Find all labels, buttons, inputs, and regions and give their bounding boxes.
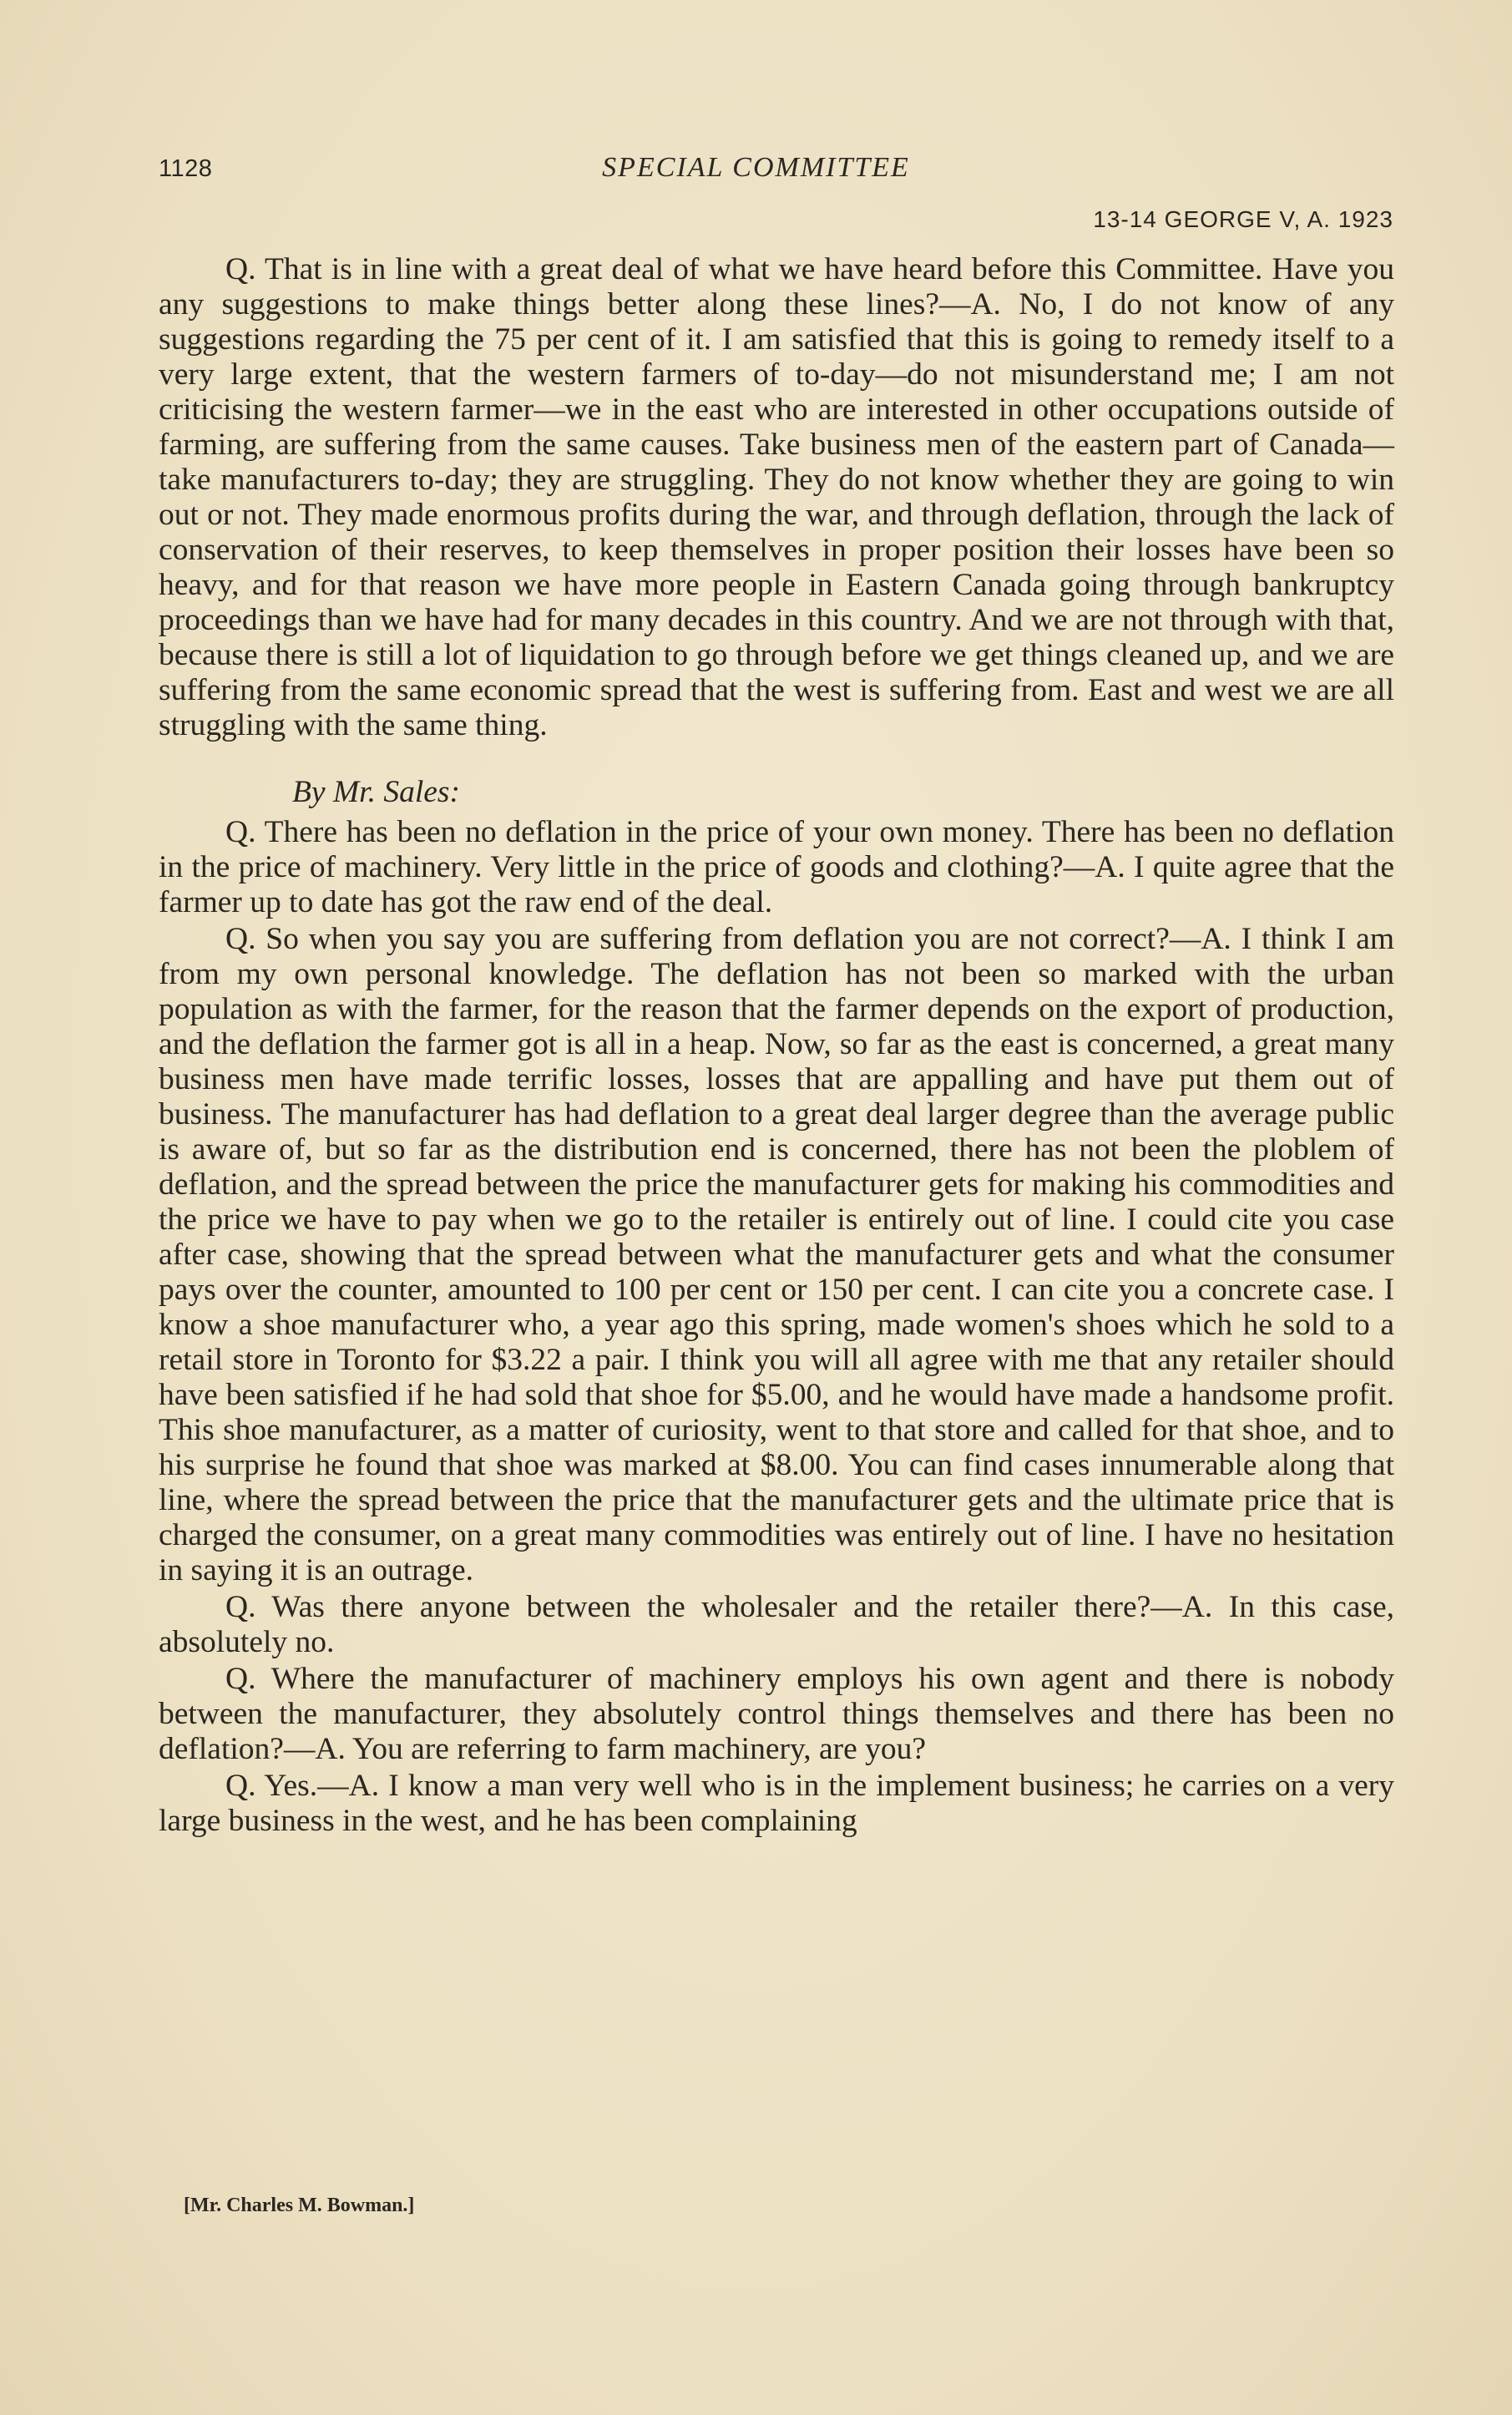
paragraph-testimony-4: Q. Was there anyone between the wholesaler and the retailer there?—A. In this case, absolutely no. <box>159 1590 1394 1659</box>
speaker-footer: [Mr. Charles M. Bowman.] <box>184 2195 415 2216</box>
paragraph-testimony-2: Q. There has been no deflation in the price of your own money. There has been no deflation in the price of machinery. Very little in the price of goods and clothing?—A. I quite agree that the farmer up to date has got the raw end of the deal. <box>159 815 1394 919</box>
running-head-title: SPECIAL COMMITTEE <box>602 152 910 183</box>
body-text <box>159 252 1394 1839</box>
page-number: 1128 <box>159 155 213 182</box>
examiner-heading: By Mr. Sales: <box>292 775 460 809</box>
paragraph-testimony-1: Q. That is in line with a great deal of what we have heard before this Committee. Have you any suggestions to make things better along these lines?—A. No, I do not know of any suggestions regarding the 75 per cent of it. I am satisfied that this is going to remedy itself to a very large extent, that the western farmers of to-day—do not misunderstand me; I am not criticising the western farmer—we in the east who are interested in other occupations outside of farming, are suffering from the same causes. Take business men of the eastern part of Canada—take manufacturers to-day; they are struggling. They do not know whether they are going to win out or not. They made enormous profits during the war, and through deflation, through the lack of conservation of their reserves, to keep themselves in proper position their losses have been so heavy, and for that reason we have more people in Eastern Canada going through bankruptcy proceedings than we have had for many decades in this country. And we are not through with that, because there is still a lot of liquidation to go through before we get things cleaned up, and we are suffering from the same economic spread that the west is suffering from. East and west we are all struggling with the same thing. <box>159 252 1394 742</box>
session-label: 13-14 GEORGE V, A. 1923 <box>1093 206 1393 232</box>
paragraph-testimony-5: Q. Where the manufacturer of machinery employs his own agent and there is nobody between the manufacturer, they absolutely control things themselves and there has been no deflation?—A. You are referring to farm machinery, are you? <box>159 1662 1394 1766</box>
paragraph-testimony-3: Q. So when you say you are suffering from deflation you are not correct?—A. I think I am from my own personal knowledge. The deflation has not been so marked with the urban population as with the farmer, for the reason that the farmer depends on the export of production, and the deflation the farmer got is all in a heap. Now, so far as the east is concerned, a great many business men have made terrific losses, losses that are appalling and have put them out of business. The manufacturer has had deflation to a great deal larger degree than the average public is aware of, but so far as the distribution end is concerned, there has not been the ploblem of deflation, and the spread between the price the manufacturer gets for making his commodities and the price we have to pay when we go to the retailer is entirely out of line. I could cite you case after case, showing that the spread between what the manufacturer gets and what the consumer pays over the counter, amounted to 100 per cent or 150 per cent. I can cite you a concrete case. I know a shoe manufacturer who, a year ago this spring, made women's shoes which he sold to a retail store in Toronto for $3.22 a pair. I think you will all agree with me that any retailer should have been satisfied if he had sold that shoe for $5.00, and he would have made a handsome profit. This shoe manufacturer, as a matter of curiosity, went to that store and called for that shoe, and to his surprise he found that shoe was marked at $8.00. You can find cases innumerable along that line, where the spread between the price that the manufacturer gets and the ultimate price that is charged the consumer, on a great many commodities was entirely out of line. I have no hesitation in saying it is an outrage. <box>159 922 1394 1587</box>
paragraph-testimony-6: Q. Yes.—A. I know a man very well who is in the implement business; he carries on a very large business in the west, and he has been complaining <box>159 1769 1394 1838</box>
